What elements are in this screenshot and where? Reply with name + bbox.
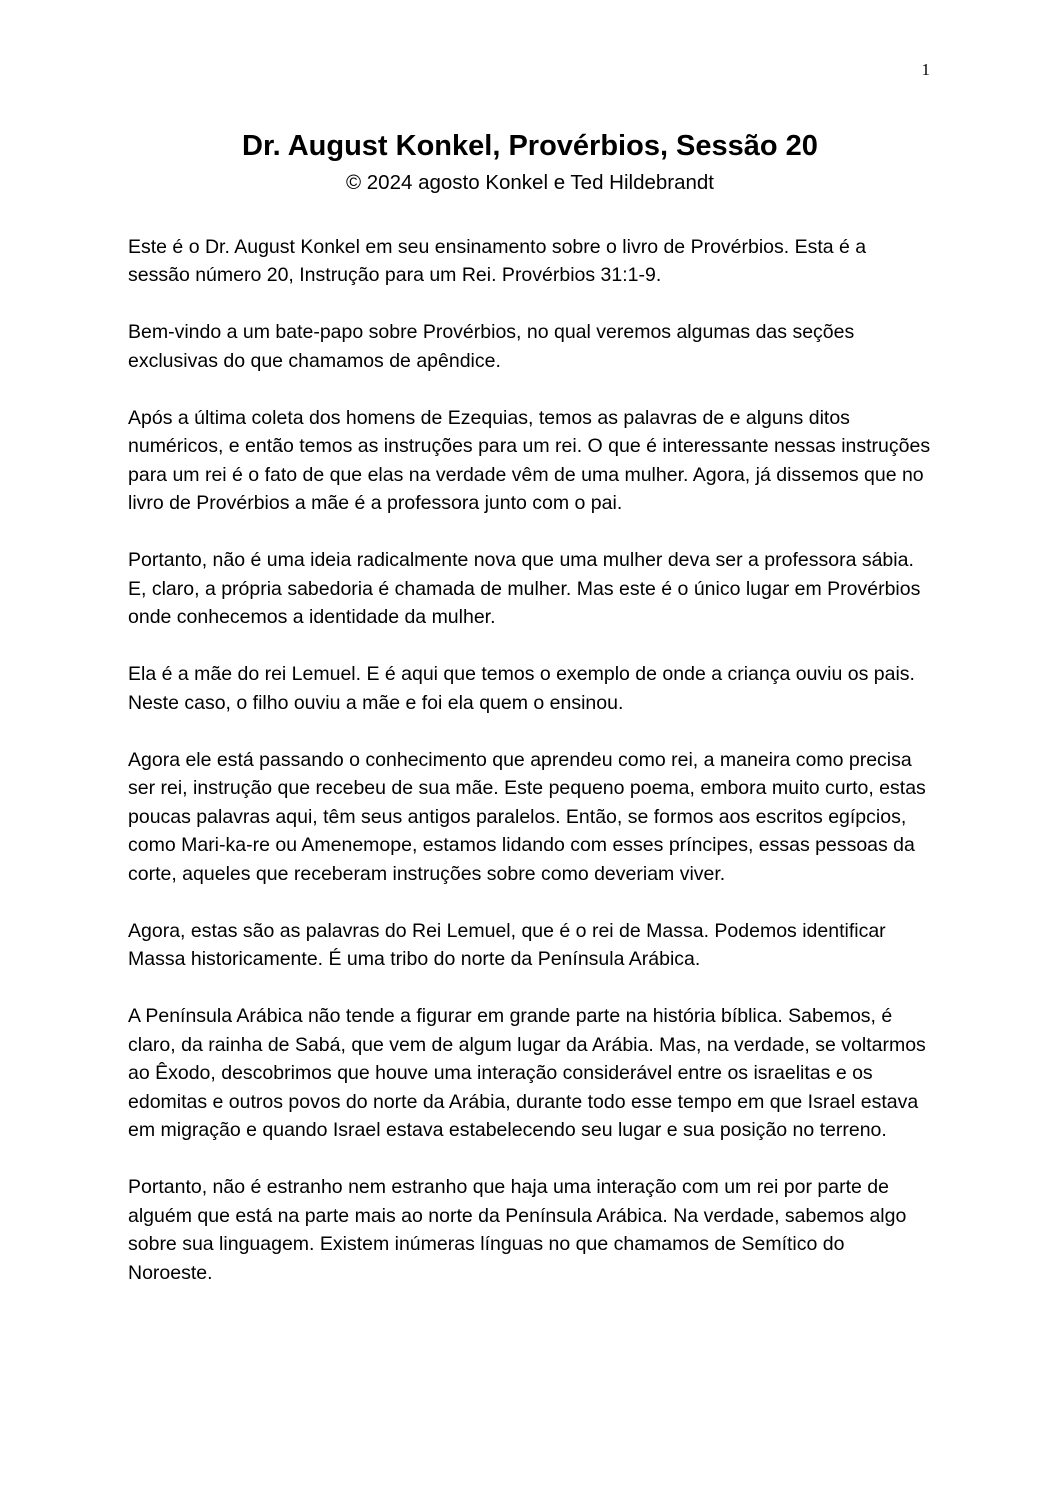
paragraph: Portanto, não é uma ideia radicalmente nova que uma mulher deva ser a professora sábia. E, claro, a própria sabedoria é chamada de mulher. Mas este é o único lugar em Provérbios onde conhecemos a identidade da mulher. <box>128 549 921 629</box>
paragraph: Ela é a mãe do rei Lemuel. E é aqui que temos o exemplo de onde a criança ouviu os pais. Neste caso, o filho ouviu a mãe e foi ela quem o ensinou. <box>128 663 915 714</box>
paragraph: Portanto, não é estranho nem estranho que haja uma interação com um rei por parte de alguém que está na parte mais ao norte da Península Arábica. Na verdade, sabemos algo sobre sua linguagem. Existem inúmeras línguas no que chamamos de Semítico do Noroeste. <box>128 1176 907 1284</box>
document-subtitle: © 2024 agosto Konkel e Ted Hildebrandt <box>345 171 715 195</box>
paragraph: Bem-vindo a um bate-papo sobre Provérbios, no qual veremos algumas das seções exclusivas do que chamamos de apêndice. <box>128 321 855 372</box>
document-title: Dr. August Konkel, Provérbios, Sessão 20 <box>242 130 818 162</box>
page-number: 1 <box>921 60 930 79</box>
paragraph: Este é o Dr. August Konkel em seu ensinamento sobre o livro de Provérbios. Esta é a sessão número 20, Instrução para um Rei. Provérbios 31:1-9. <box>128 235 867 287</box>
paragraph: Agora, estas são as palavras do Rei Lemuel, que é o rei de Massa. Podemos identificar Massa historicamente. É uma tribo do norte da Península Arábica. <box>128 919 886 971</box>
paragraph: Após a última coleta dos homens de Ezequias, temos as palavras de e alguns ditos numéricos, e então temos as instruções para um rei. O que é interessante nessas instruções para um rei é o fato de que elas na verdade vêm de uma mulher. Agora, já dissemos que no livro de Provérbios a mãe é a professora junto com o pai. <box>128 406 931 515</box>
paragraph: A Península Arábica não tende a figurar em grande parte na história bíblica. Sabemos, é claro, da rainha de Sabá, que vem de algum lugar da Arábia. Mas, na verdade, se voltarmos ao Êxodo, descobrimos que houve uma interação considerável entre os israelitas e os edomitas e outros povos do norte da Arábia, durante todo esse tempo em que Israel estava em migração e quando Israel estava estabelecendo seu lugar e sua posição no terreno. <box>128 1005 926 1142</box>
paragraph: Agora ele está passando o conhecimento que aprendeu como rei, a maneira como precisa ser rei, instrução que recebeu de sua mãe. Este pequeno poema, embora muito curto, estas poucas palavras aqui, têm seus antigos paralelos. Então, se formos aos escritos egípcios, como Mari-ka-re ou Amenemope, estamos lidando com esses príncipes, essas pessoas da corte, aqueles que receberam instruções sobre como deveriam viver. <box>128 748 926 885</box>
paragraphs <box>128 233 932 1288</box>
